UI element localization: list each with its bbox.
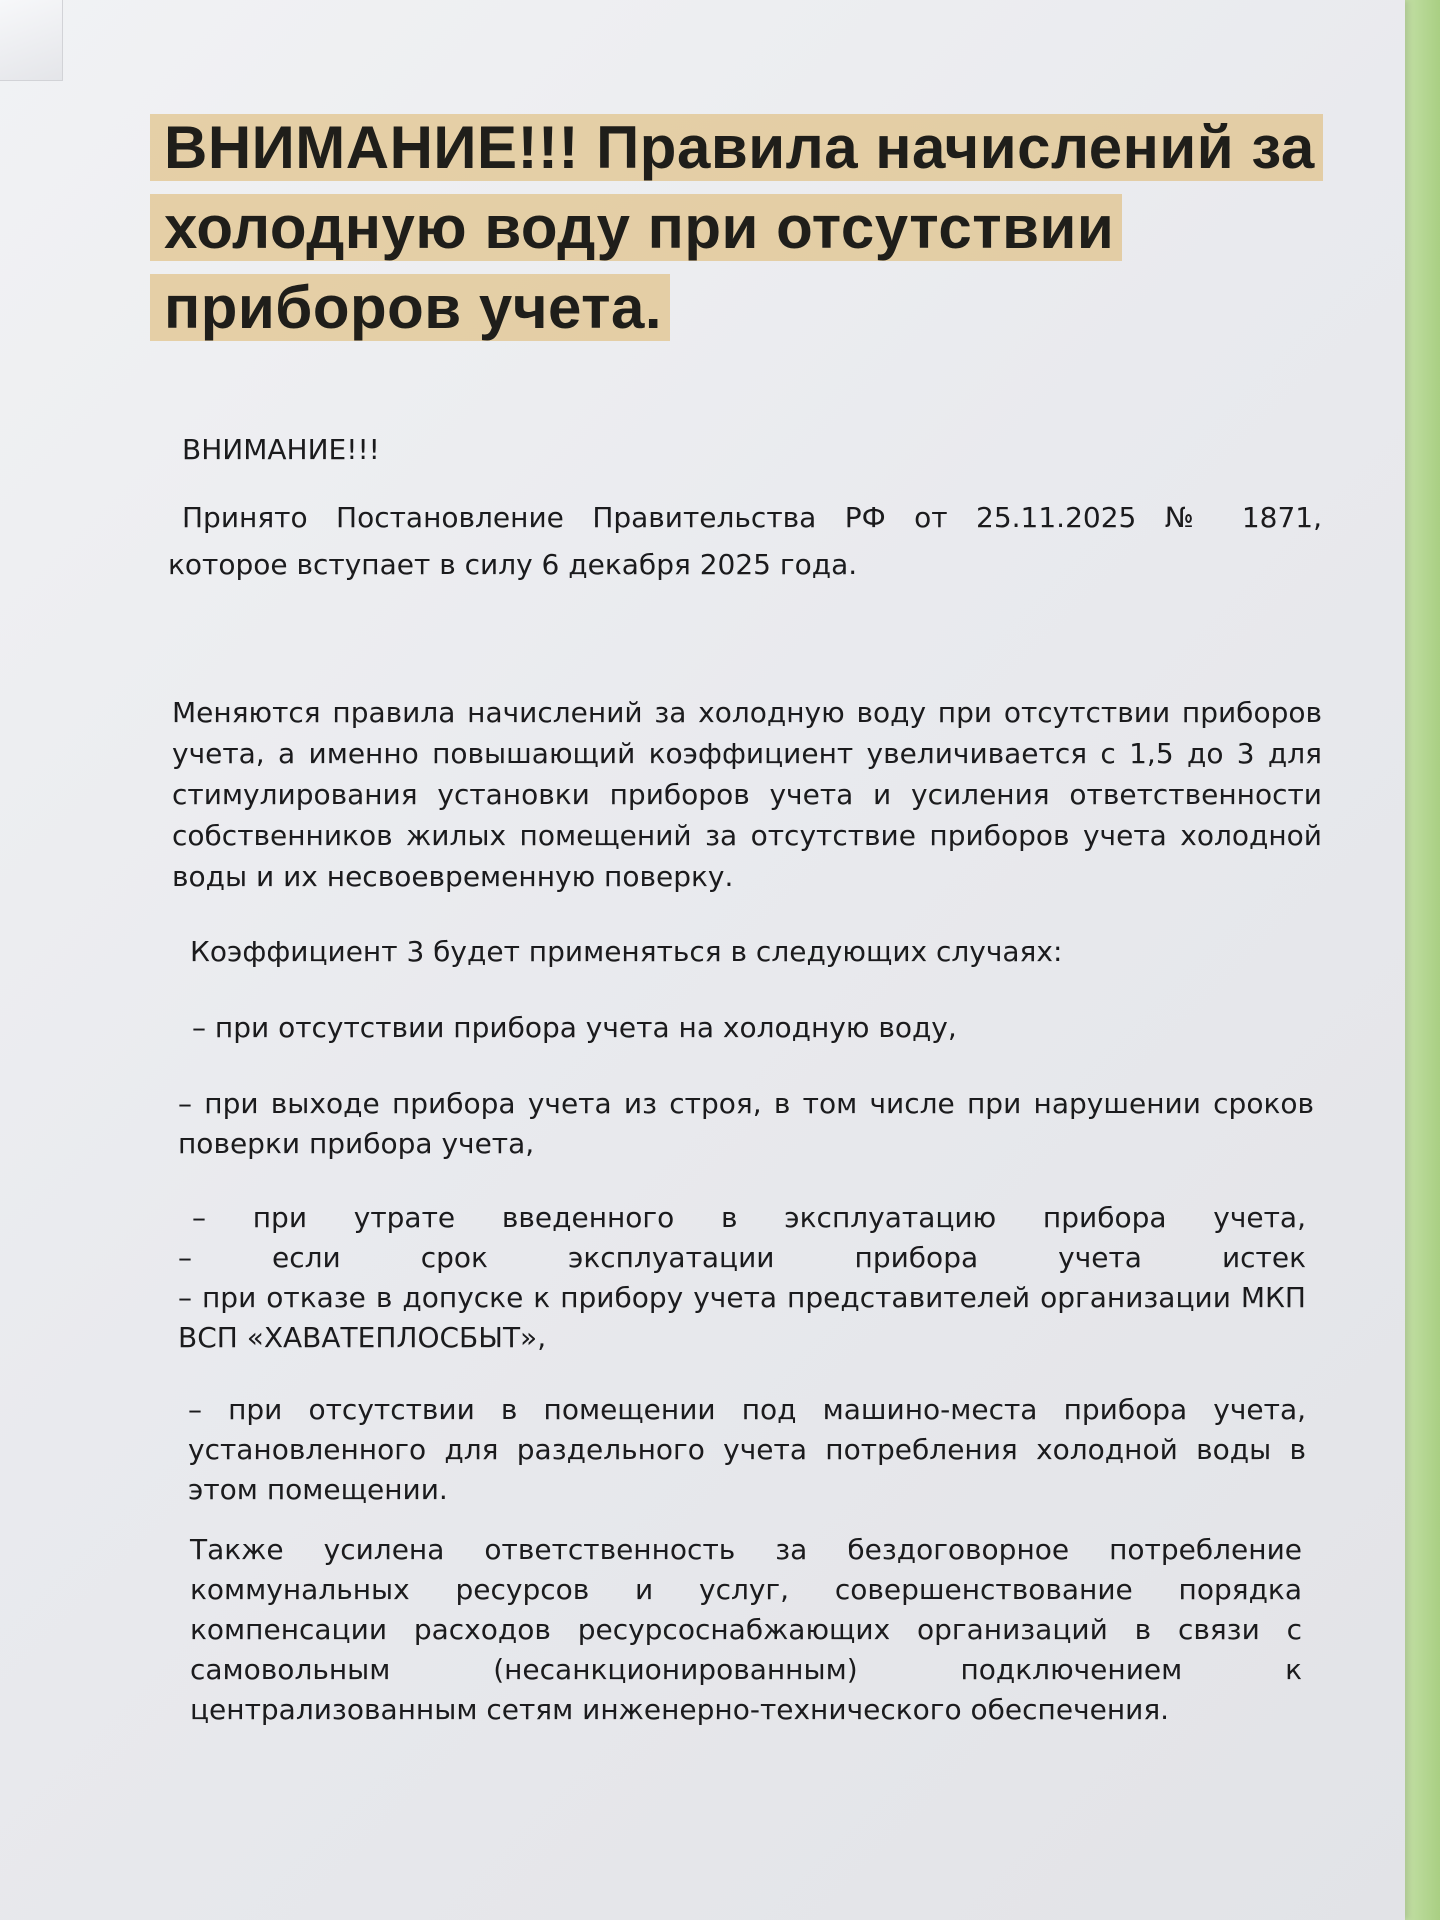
changes-paragraph: Меняются правила начислений за холодную воду при отсутствии приборов учета, а именно повышающий коэффициент увеличивается с 1,5 до 3 для стимулирования установки приборов учета и усиления ответственности собственников жилых помещений за отсутствие приборов учета холодной воды и их несвоевременную поверку. <box>172 696 1322 893</box>
decree-line-2: которое вступает в силу 6 декабря 2025 года. <box>168 548 858 581</box>
cases-intro: Коэффициент 3 будет применяться в следующих случаях: <box>190 935 1063 968</box>
notice-title <box>150 108 1350 348</box>
title-highlight: ВНИМАНИЕ!!! Правила начислений за холодную воду при отсутствии приборов учета. <box>150 114 1323 341</box>
case-no-meter: – при отсутствии прибора учета на холодную воду, <box>192 1011 957 1044</box>
liability-paragraph: Также усилена ответственность за бездоговорное потребление коммунальных ресурсов и услуг, совершенствование порядка компенсации расходов ресурсоснабжающих организаций в связи с самовольным (несанкционированным) подключением к централизованным сетям инженерно-технического обеспечения. <box>190 1533 1302 1726</box>
attention-heading: ВНИМАНИЕ!!! <box>182 433 380 466</box>
case-meter-expired: – если срок эксплуатации прибора учета истек <box>178 1241 1306 1274</box>
case-access-refusal: – при отказе в допуске к прибору учета представителей организации МКП ВСП «ХАВАТЕПЛОСБЫТ», <box>178 1281 1306 1354</box>
decree-line-1: Принято Постановление Правительства РФ от 25.11.2025 № 1871, <box>182 501 1322 534</box>
case-parking-space: – при отсутствии в помещении под машино-места прибора учета, установленного для раздельного учета потребления холодной воды в этом помещении. <box>188 1393 1306 1506</box>
tape-corner <box>0 0 63 81</box>
case-meter-lost: – при утрате введенного в эксплуатацию прибора учета, <box>192 1201 1306 1234</box>
case-meter-failure: – при выходе прибора учета из строя, в том числе при нарушении сроков поверки прибора учета, <box>178 1087 1314 1160</box>
